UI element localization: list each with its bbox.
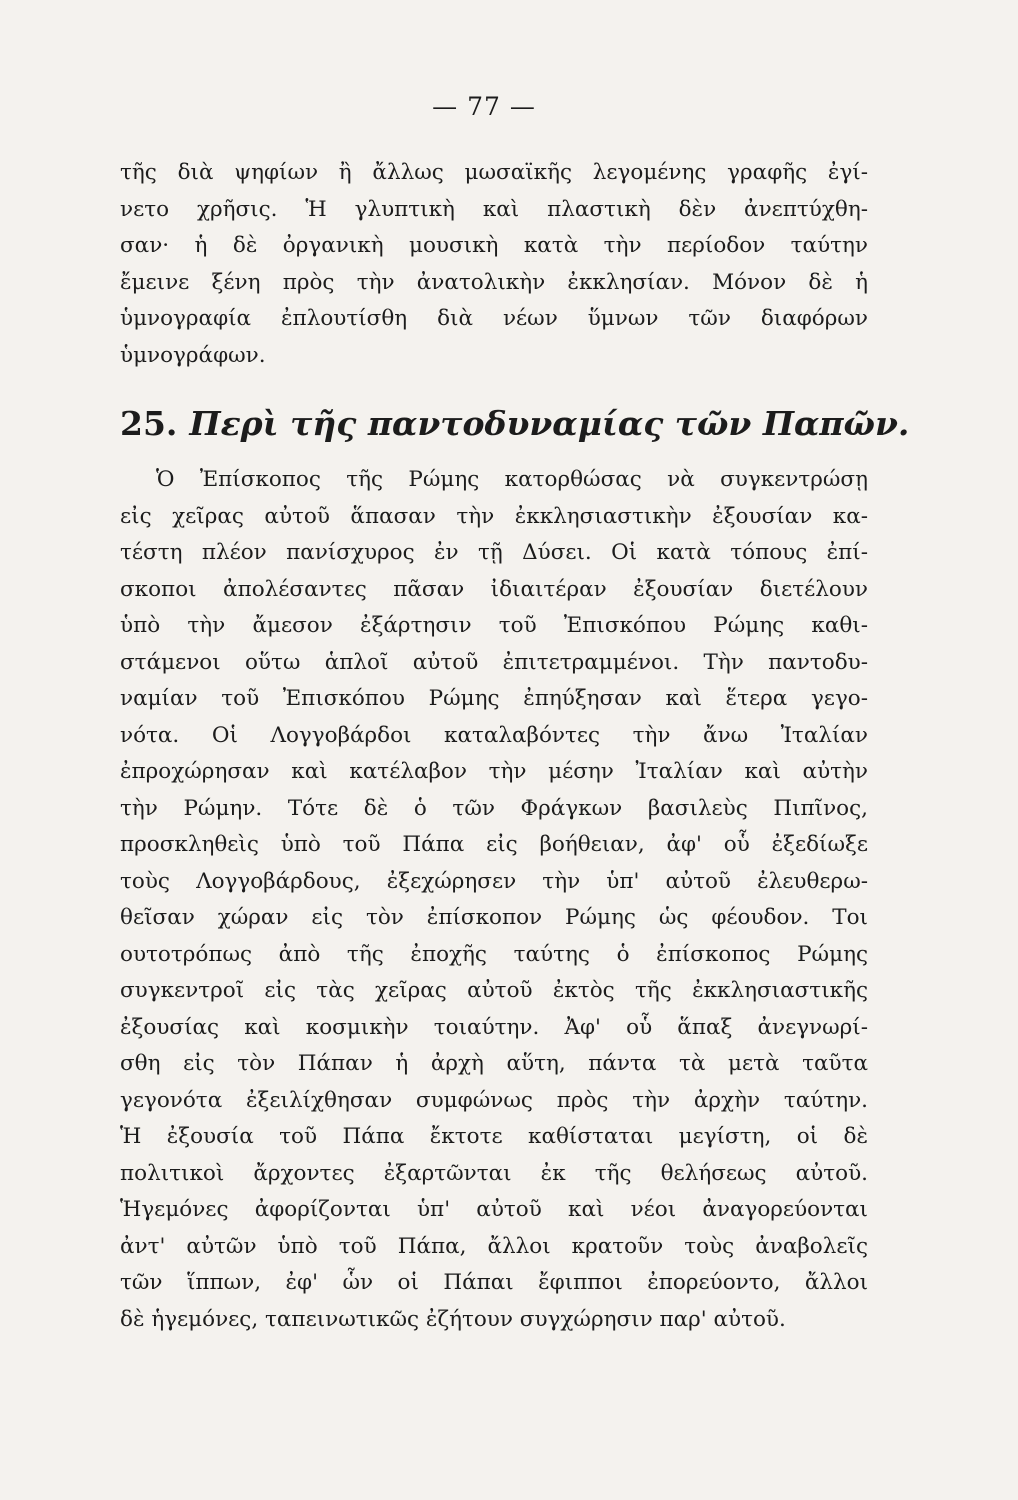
text-line: συγκεντροῖ εἰς τὰς χεῖρας αὐτοῦ ἐκτὸς τῆς ἐκκλησιαστικῆς <box>120 978 868 1003</box>
text-line: γεγονότα ἐξειλίχθησαν συμφώνως πρὸς τὴν ἀρχὴν ταύτην. <box>120 1087 868 1113</box>
page-number: — 77 — <box>432 92 536 121</box>
text-line: στάμενοι οὕτω ἁπλοῖ αὐτοῦ ἐπιτετραμμένοι. Τὴν παντοδυ- <box>120 649 868 675</box>
text-line: Ὁ Ἐπίσκοπος τῆς Ρώμης κατορθώσας νὰ συγκεντρώσῃ <box>156 467 868 492</box>
text-line: Ἡγεμόνες ἀφορίζονται ὑπ' αὐτοῦ καὶ νέοι ἀναγορεύονται <box>120 1197 868 1222</box>
text-line: εἰς χεῖρας αὐτοῦ ἅπασαν τὴν ἐκκλησιαστικὴν ἐξουσίαν κα- <box>120 503 868 529</box>
text-line: τῆς διὰ ψηφίων ἢ ἄλλως μωσαϊκῆς λεγομένης γραφῆς ἐγί- <box>120 160 868 185</box>
text-line: τοὺς Λογγοβάρδους, ἐξεχώρησεν τὴν ὑπ' αὐτοῦ ἐλευθερω- <box>120 868 868 894</box>
text-line: προσκληθεὶς ὑπὸ τοῦ Πάπα εἰς βοήθειαν, ἀφ' οὗ ἐξεδίωξε <box>120 832 868 857</box>
text-line: ουτοτρόπως ἀπὸ τῆς ἐποχῆς ταύτης ὁ ἐπίσκοπος Ρώμης <box>120 941 868 967</box>
text-line: σθη εἰς τὸν Πάπαν ἡ ἀρχὴ αὕτη, πάντα τὰ μετὰ ταῦτα <box>120 1051 868 1076</box>
section-heading <box>120 402 910 446</box>
text-line: ὑμνογράφων. <box>120 342 266 368</box>
text-line: ἐπροχώρησαν καὶ κατέλαβον τὴν μέσην Ἰταλίαν καὶ αὐτὴν <box>120 759 868 784</box>
text-line: ἐξουσίας καὶ κοσμικὴν τοιαύτην. Ἀφ' οὗ ἅπαξ ἀνεγνωρί- <box>120 1014 868 1040</box>
text-line: ἀντ' αὐτῶν ὑπὸ τοῦ Πάπα, ἄλλοι κρατοῦν τοὺς ἀναβολεῖς <box>120 1233 868 1259</box>
paragraph-body <box>120 462 868 1338</box>
text-line: σκοποι ἀπολέσαντες πᾶσαν ἰδιαιτέραν ἐξουσίαν διετέλουν <box>120 576 868 602</box>
text-line: τῶν ἵππων, ἐφ' ὧν οἱ Πάπαι ἔφιπποι ἐπορεύοντο, ἄλλοι <box>120 1270 868 1295</box>
text-line: ἔμεινε ξένη πρὸς τὴν ἀνατολικὴν ἐκκλησίαν. Μόνον δὲ ἡ <box>120 269 868 295</box>
section-title: Περὶ τῆς παντοδυναμίας τῶν Παπῶν. <box>189 404 910 443</box>
text-line: νετο χρῆσις. Ἡ γλυπτικὴ καὶ πλαστικὴ δὲν ἀνεπτύχθη- <box>120 196 868 222</box>
text-line: ναμίαν τοῦ Ἐπισκόπου Ρώμης ἐπηύξησαν καὶ ἕτερα γεγο- <box>120 686 868 711</box>
text-line: ὑμνογραφία ἐπλουτίσθη διὰ νέων ὕμνων τῶν διαφόρων <box>120 306 868 331</box>
text-line: τὴν Ρώμην. Τότε δὲ ὁ τῶν Φράγκων βασιλεὺς Πιπῖνος, <box>120 795 868 821</box>
section-number: 25. <box>120 404 178 443</box>
text-line: θεῖσαν χώραν εἰς τὸν ἐπίσκοπον Ρώμης ὡς φέουδον. Τοι <box>120 905 868 930</box>
text-line: πολιτικοὶ ἄρχοντες ἐξαρτῶνται ἐκ τῆς θελήσεως αὐτοῦ. <box>120 1160 868 1186</box>
text-line: νότα. Οἱ Λογγοβάρδοι καταλαβόντες τὴν ἄνω Ἰταλίαν <box>120 722 868 748</box>
text-line: δὲ ἡγεμόνες, ταπεινωτικῶς ἐζήτουν συγχώρησιν παρ' αὐτοῦ. <box>120 1306 786 1332</box>
text-line: σαν· ἡ δὲ ὀργανικὴ μουσικὴ κατὰ τὴν περίοδον ταύτην <box>120 233 868 258</box>
text-line: τέστη πλέον πανίσχυρος ἐν τῇ Δύσει. Οἱ κατὰ τόπους ἐπί- <box>120 540 868 565</box>
paragraph-continuation <box>120 155 868 374</box>
text-line: ὑπὸ τὴν ἄμεσον ἐξάρτησιν τοῦ Ἐπισκόπου Ρώμης καθι- <box>120 613 868 638</box>
text-line: Ἡ ἐξουσία τοῦ Πάπα ἔκτοτε καθίσταται μεγίστη, οἱ δὲ <box>120 1124 868 1149</box>
